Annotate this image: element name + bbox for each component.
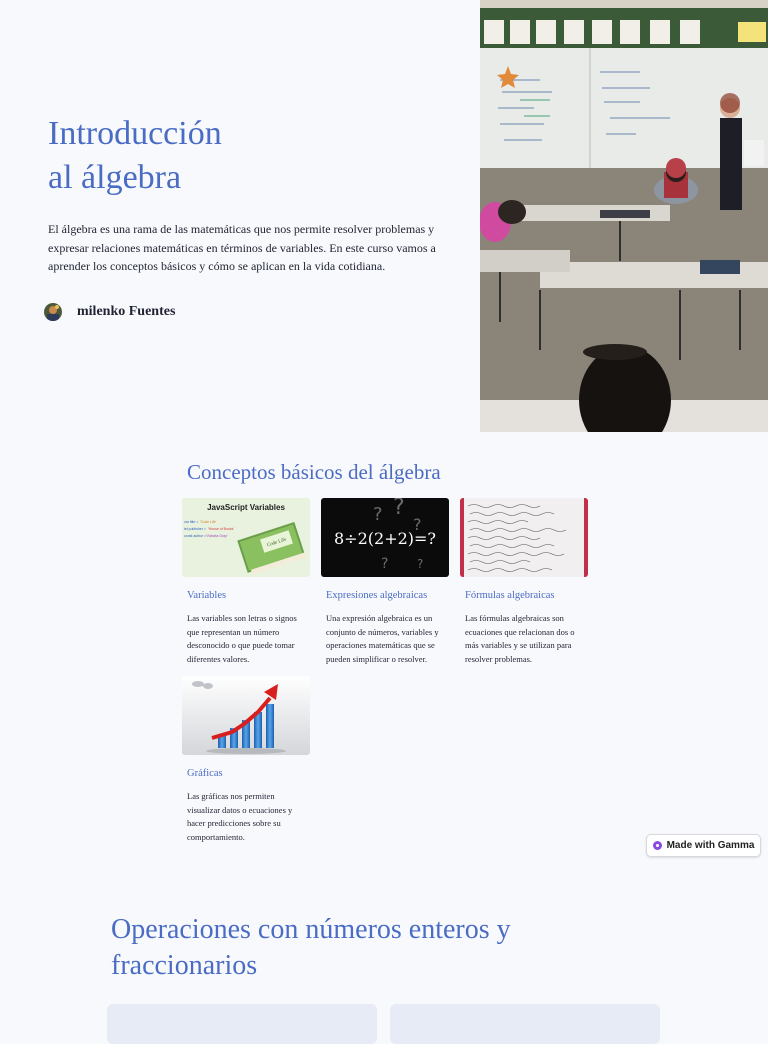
svg-text:?: ? xyxy=(413,515,422,534)
svg-text:?: ? xyxy=(373,504,383,525)
hero-section xyxy=(0,0,768,432)
card-title: Expresiones algebraicas xyxy=(326,590,428,601)
gamma-logo-icon xyxy=(653,841,662,850)
operations-title: Operaciones con números enteros y fraccionarios xyxy=(111,914,511,981)
card-title: Variables xyxy=(187,590,227,601)
svg-text:'Code Life': 'Code Life' xyxy=(200,520,217,524)
svg-text:let publisher =: let publisher = xyxy=(184,527,206,531)
made-with-gamma-badge[interactable] xyxy=(646,834,761,857)
author[interactable] xyxy=(44,303,175,321)
svg-text:?: ? xyxy=(393,498,405,520)
operations-card-1 xyxy=(107,1004,377,1044)
svg-text:?: ? xyxy=(417,557,424,571)
bar-graph-image xyxy=(182,676,310,755)
classroom-photo xyxy=(480,0,768,432)
concepts-title: Conceptos básicos del álgebra xyxy=(187,460,441,484)
formulas-image xyxy=(460,498,588,577)
svg-text:?: ? xyxy=(381,556,389,572)
svg-text:'Victoria Gray': 'Victoria Gray' xyxy=(206,534,228,538)
card-formulas xyxy=(460,498,588,666)
variables-image xyxy=(182,498,310,577)
math-expression-text: 8÷2(2+2)=? xyxy=(334,529,436,548)
card-variables xyxy=(182,498,310,666)
hero-title-line1: Introducción xyxy=(48,115,222,152)
badge-label: Made with Gamma xyxy=(666,840,755,851)
card-text: Las variables son letras o signos que representan un número desconocido o que puede tomar diferentes valores. xyxy=(187,613,297,664)
card-graficas xyxy=(182,676,310,844)
card-title: Gráficas xyxy=(187,768,223,779)
svg-text:var title =: var title = xyxy=(184,520,199,524)
svg-text:Code Life: Code Life xyxy=(266,537,288,549)
hero-description: El álgebra es una rama de las matemáticas que nos permite resolver problemas y expresar relaciones matemáticas en términos de variables. En este curso vamos a aprender los conceptos básicos y cómo se aplican en la vida cotidiana. xyxy=(48,222,436,273)
card-text: Las gráficas nos permiten visualizar datos o ecuaciones y hacer predicciones sobre su comportamiento. xyxy=(187,791,293,842)
hero-title-line2: al álgebra xyxy=(48,159,182,196)
card-expresiones xyxy=(321,498,449,666)
math-expression-image xyxy=(321,498,449,577)
card-title: Fórmulas algebraicas xyxy=(465,590,555,601)
hero-title xyxy=(48,112,222,200)
svg-text:const author =: const author = xyxy=(184,534,207,538)
variables-image-caption: JavaScript Variables xyxy=(207,503,285,512)
operations-card-2 xyxy=(390,1004,660,1044)
avatar xyxy=(44,303,62,321)
author-name: milenko Fuentes xyxy=(77,304,176,319)
card-text: Una expresión algebraica es un conjunto de números, variables y operaciones matemáticas que se pueden simplificar o resolver. xyxy=(326,613,439,664)
card-text: Las fórmulas algebraicas son ecuaciones que relacionan dos o más variables y se utilizan para resolver problemas. xyxy=(465,613,575,664)
svg-text:'House of Books': 'House of Books' xyxy=(208,527,235,531)
